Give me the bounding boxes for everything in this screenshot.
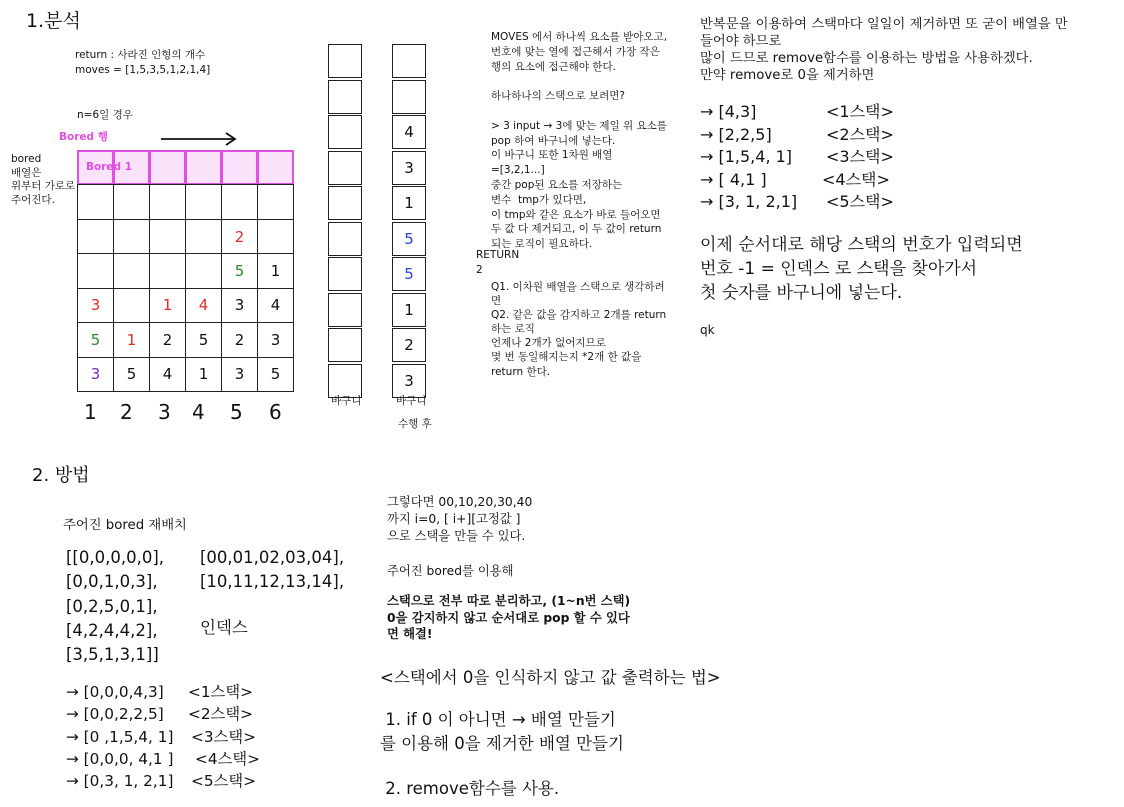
stack-name: <3스택> <box>191 727 256 746</box>
bored-matrix: [[0,0,0,0,0], [0,0,1,0,3], [0,2,5,0,1], [4,2,4,4,2], [3,5,1,3,1]] <box>66 548 165 665</box>
stack-name: <3스택> <box>826 147 894 166</box>
basket-cell <box>328 151 362 185</box>
board-cell <box>257 219 294 254</box>
stack-name: <1스택> <box>188 683 253 701</box>
board-cell: 3 <box>77 288 114 323</box>
after-basket-stack <box>392 44 426 399</box>
right-note: 반복문을 이용하여 스택마다 일일이 제거하면 또 굳이 배열을 만 들어야 하므로 많이 드므로 remove함수를 이용하는 방법을 사용하겠다. 만약 remove로 0을 제거하면 <box>700 17 1068 83</box>
basket-cell: 1 <box>392 186 426 220</box>
after-basket-sublabel: 수행 후 <box>398 418 432 430</box>
basket-cell <box>392 80 426 114</box>
board-cell <box>221 150 258 185</box>
basket-cell: 5 <box>392 257 426 291</box>
board-cell: 4 <box>185 288 222 323</box>
board-cell: 2 <box>149 322 186 357</box>
right-stack-item <box>700 146 894 169</box>
board-cell <box>221 184 258 219</box>
after-basket-label: 바구니 <box>396 395 427 407</box>
column-label: 4 <box>192 400 205 424</box>
board-cell: 4 <box>149 357 186 392</box>
left-stack-item <box>66 681 260 703</box>
board-cell: 1 <box>113 322 150 357</box>
moves-description: moves = [1,5,3,5,1,2,1,4] <box>75 64 211 76</box>
basket-cell <box>328 328 362 362</box>
board-cell: 3 <box>77 357 114 392</box>
board-cell: 3 <box>257 322 294 357</box>
board-cell: 3 <box>221 288 258 323</box>
stack-name: <5스택> <box>826 192 894 211</box>
basket-cell <box>328 80 362 114</box>
column-label: 3 <box>158 400 171 424</box>
board-cell <box>113 184 150 219</box>
stack-name: <2스택> <box>188 705 253 724</box>
stack-array: → [ 4,1 ] <box>700 169 767 189</box>
board-cell <box>149 253 186 288</box>
use-bored-note: 주어진 bored를 이용해 <box>387 564 514 578</box>
method-heading: <스택에서 0을 인식하지 않고 값 출력하는 법> <box>380 668 721 687</box>
board-cell <box>77 253 114 288</box>
board-cell: 5 <box>185 322 222 357</box>
stack-array: → [0 ,1,5,4, 1] <box>66 727 174 746</box>
board-cell <box>113 219 150 254</box>
board-cell: 5 <box>113 357 150 392</box>
explanation-text: MOVES 에서 하나씩 요소를 받아오고, 번호에 맞는 열에 접근해서 가장 작은 행의 요소에 접근해야 한다. 하나하나의 스택으로 보려면? > 3 input → 3에 맞는 제일 위 요소를 pop 하여 바구니에 넣는다. 이 바구니 또한 1차원 배열 =[3,2,1...] 중간 pop된 요소를 저장하는 변수 tmp가 있다면, 이 tmp와 같은 요소가 바로 들어오면 두 값 다 제거되고, 이 두 값이 return 되는 로직이 필요하다. <box>491 31 668 251</box>
board-cell: 1 <box>185 357 222 392</box>
stack-array: → [0,0,2,2,5] <box>66 705 164 724</box>
board-grid <box>77 150 293 391</box>
basket-cell: 3 <box>392 364 426 398</box>
board-cell <box>149 184 186 219</box>
right-stack-item <box>700 191 894 214</box>
basket-cell <box>328 222 362 256</box>
basket-cell <box>328 186 362 220</box>
board-cell <box>77 219 114 254</box>
qk-text: qk <box>700 323 715 337</box>
bored-side-note: bored 배열은 위부터 가로로 주어진다. <box>11 153 76 206</box>
board-cell <box>185 150 222 185</box>
stack-name: <1스택> <box>826 102 894 121</box>
board-cell: 5 <box>257 357 294 392</box>
basket-cell: 1 <box>392 293 426 327</box>
stack-array: → [1,5,4, 1] <box>700 147 793 166</box>
board-cell: 2 <box>221 322 258 357</box>
stack-array: → [3, 1, 2,1] <box>700 192 798 211</box>
board-cell: 3 <box>221 357 258 392</box>
board-cell: 5 <box>221 253 258 288</box>
left-stack-item <box>66 748 260 770</box>
right-stack-item <box>700 101 894 124</box>
basket-cell <box>392 44 426 78</box>
left-stack-item <box>66 770 260 792</box>
stack-build-note: 그렇다면 00,10,20,30,40 까지 i=0, [ i+][고정값 ] 으로 스택을 만들 수 있다. <box>387 495 533 543</box>
left-stack-item <box>66 726 260 748</box>
stack-array: → [0,0,0, 4,1 ] <box>66 749 174 768</box>
return-block: RETURN 2 <box>476 249 520 276</box>
stack-name: <5스택> <box>191 772 256 791</box>
board-cell <box>149 219 186 254</box>
column-label: 5 <box>230 400 243 424</box>
stack-array: → [2,2,5] <box>700 124 772 144</box>
board-cell <box>185 253 222 288</box>
basket-cell <box>328 364 362 398</box>
stack-array: → [0,3, 1, 2,1] <box>66 772 174 791</box>
rearrange-title: 주어진 bored 재배치 <box>63 518 187 533</box>
stack-array: → [4,3] <box>700 102 757 121</box>
board-cell: 4 <box>257 288 294 323</box>
basket-cell <box>328 44 362 78</box>
return-description: return : 사라진 인형의 개수 <box>75 49 206 61</box>
section1-title: 1.분석 <box>26 10 81 32</box>
board-cell <box>113 288 150 323</box>
basket-cell: 3 <box>392 151 426 185</box>
column-label: 1 <box>84 400 97 424</box>
board-cell <box>185 184 222 219</box>
column-label: 6 <box>269 400 282 424</box>
solution-bold-note: 스택으로 전부 따로 분리하고, (1~n번 스택) 0을 감지하지 않고 순서대로 pop 할 수 있다 면 해결! <box>387 594 631 641</box>
bored-1-label: Bored 1 <box>86 161 132 173</box>
right-conclusion: 이제 순서대로 해당 스택의 번호가 입력되면 번호 -1 = 인덱스 로 스택을 찾아가서 첫 숫자를 바구니에 넣는다. <box>700 235 1023 303</box>
basket-cell <box>328 293 362 327</box>
board-cell: 1 <box>257 253 294 288</box>
board-cell <box>257 150 294 185</box>
index-label: 인덱스 <box>200 618 248 637</box>
right-stack-item <box>700 169 894 192</box>
method-item-2: 2. remove함수를 사용. <box>380 779 560 798</box>
empty-basket-label: 바구니 <box>331 395 362 407</box>
board-cell <box>149 150 186 185</box>
board-cell: 1 <box>149 288 186 323</box>
board-cell <box>185 219 222 254</box>
basket-cell <box>328 115 362 149</box>
section2-title: 2. 방법 <box>32 465 90 486</box>
stack-name: <4스택> <box>822 169 890 189</box>
right-stack-item <box>700 124 894 147</box>
left-stack-item <box>66 703 260 725</box>
method-item-1: 1. if 0 이 아니면 → 배열 만들기 를 이용해 0을 제거한 배열 만들기 <box>380 710 624 753</box>
right-stack-list <box>700 101 894 214</box>
board-cell: 5 <box>77 322 114 357</box>
n-description: n=6일 경우 <box>77 109 133 121</box>
stack-name: <4스택> <box>195 749 260 768</box>
stack-name: <2스택> <box>826 124 894 144</box>
left-stack-list <box>66 681 260 792</box>
empty-basket-stack <box>328 44 362 399</box>
bored-row-label: Bored 행 <box>59 131 108 143</box>
board-cell: 2 <box>221 219 258 254</box>
board-cell <box>113 253 150 288</box>
stack-array: → [0,0,0,4,3] <box>66 683 164 701</box>
basket-cell <box>328 257 362 291</box>
questions-text: Q1. 이차원 배열을 스택으로 생각하려 면 Q2. 같은 값을 감지하고 2개를 return 하는 로직 언제나 2개가 없어지므로 몇 번 동일해지는지 *2개 한 값을 return 한다. <box>491 281 667 378</box>
basket-cell: 2 <box>392 328 426 362</box>
right-arrow-icon <box>160 131 240 147</box>
basket-cell: 5 <box>392 222 426 256</box>
basket-cell: 4 <box>392 115 426 149</box>
index-matrix: [00,01,02,03,04], [10,11,12,13,14], <box>200 548 345 592</box>
board-cell <box>77 184 114 219</box>
column-label: 2 <box>120 400 133 424</box>
board-cell <box>257 184 294 219</box>
